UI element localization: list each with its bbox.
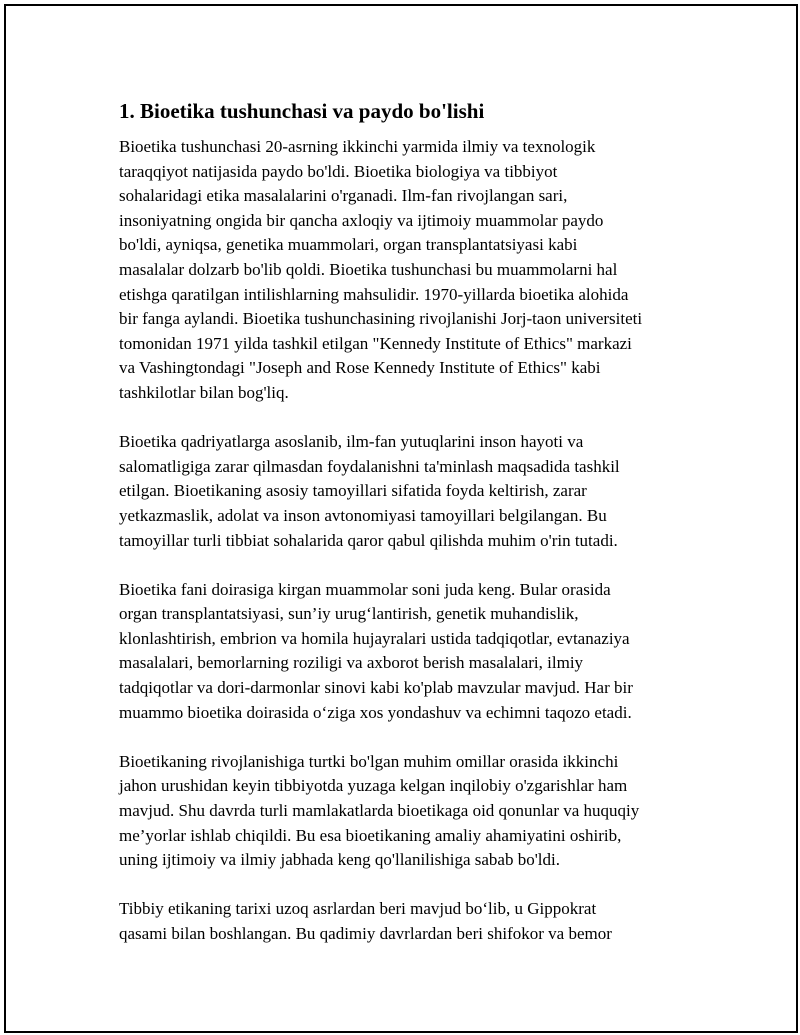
- text-line: etilgan. Bioetikaning asosiy tamoyillari sifatida foyda keltirish, zarar: [119, 481, 587, 501]
- text-line: qasami bilan boshlangan. Bu qadimiy davrlardan beri shifokor va bemor: [119, 924, 612, 943]
- text-line: Tibbiy etikaning tarixi uzoq asrlardan beri mavjud bo‘lib, u Gippokrat: [119, 899, 597, 919]
- text-line: etishga qaratilgan intilishlarning mahsulidir. 1970-yillarda bioetika alohida: [119, 284, 629, 304]
- text-line: insoniyatning ongida bir qancha axloqiy va ijtimoiy muammolar paydo: [119, 210, 604, 230]
- text-line: bo'ldi, ayniqsa, genetika muammolari, organ transplantatsiyasi kabi: [119, 235, 578, 255]
- text-line: muammo bioetika doirasida o‘ziga xos yondashuv va echimni taqozo etadi.: [119, 702, 632, 722]
- text-line: mavjud. Shu davrda turli mamlakatlarda bioetikaga oid qonunlar va huquqiy: [119, 801, 640, 821]
- paragraph-5: [119, 897, 679, 946]
- text-line: tamoyillar turli tibbiat sohalarida qaror qabul qilishda muhim o'rin tutadi.: [119, 530, 618, 550]
- text-line: Bioetikaning rivojlanishiga turtki bo'lgan muhim omillar orasida ikkinchi: [119, 751, 619, 771]
- paragraph-2: [119, 430, 679, 553]
- document-body: [119, 98, 679, 971]
- page-frame: [4, 4, 798, 1033]
- text-line: tomonidan 1971 yilda tashkil etilgan "Kennedy Institute of Ethics" markazi: [119, 333, 632, 353]
- text-line: tadqiqotlar va dori-darmonlar sinovi kabi ko'plab mavzular mavjud. Har bir: [119, 678, 633, 698]
- text-line: Bioetika tushunchasi 20-asrning ikkinchi yarmida ilmiy va texnologik: [119, 137, 596, 156]
- text-line: organ transplantatsiyasi, sun’iy urug‘lantirish, genetik muhandislik,: [119, 604, 579, 624]
- text-line: va Vashingtondagi "Joseph and Rose Kennedy Institute of Ethics" kabi: [119, 358, 601, 378]
- text-line: masalalar dolzarb bo'lib qoldi. Bioetika tushunchasi bu muammolarni hal: [119, 259, 618, 279]
- text-line: salomatligiga zarar qilmasdan foydalanishni ta'minlash maqsadida tashkil: [119, 456, 620, 476]
- text-line: bir fanga aylandi. Bioetika tushunchasining rivojlanishi Jorj-taon universiteti: [119, 309, 643, 329]
- text-line: tashkilotlar bilan bog'liq.: [119, 382, 289, 402]
- text-line: Bioetika qadriyatlarga asoslanib, ilm-fan yutuqlarini inson hayoti va: [119, 432, 584, 452]
- text-line: masalalari, bemorlarning roziligi va axborot berish masalalari, ilmiy: [119, 653, 584, 673]
- paragraph-3: [119, 578, 679, 726]
- paragraph-4: [119, 750, 679, 873]
- text-line: taraqqiyot natijasida paydo bo'ldi. Bioetika biologiya va tibbiyot: [119, 161, 558, 181]
- text-line: me’yorlar ishlab chiqildi. Bu esa bioetikaning amaliy ahamiyatini oshirib,: [119, 825, 622, 845]
- text-line: sohalaridagi etika masalalarini o'rganadi. Ilm-fan rivojlangan sari,: [119, 186, 568, 206]
- text-line: uning ijtimoiy va ilmiy jabhada keng qo'llanilishiga sabab bo'ldi.: [119, 850, 560, 870]
- text-line: klonlashtirish, embrion va homila hujayralari ustida tadqiqotlar, evtanaziya: [119, 628, 630, 648]
- paragraph-1: [119, 135, 679, 406]
- text-line: yetkazmaslik, adolat va inson avtonomiyasi tamoyillari belgilangan. Bu: [119, 505, 607, 525]
- section-heading: 1. Bioetika tushunchasi va paydo bo'lishi: [119, 99, 485, 123]
- text-line: jahon urushidan keyin tibbiyotda yuzaga kelgan inqilobiy o'zgarishlar ham: [119, 776, 628, 796]
- text-line: Bioetika fani doirasiga kirgan muammolar soni juda keng. Bular orasida: [119, 579, 611, 599]
